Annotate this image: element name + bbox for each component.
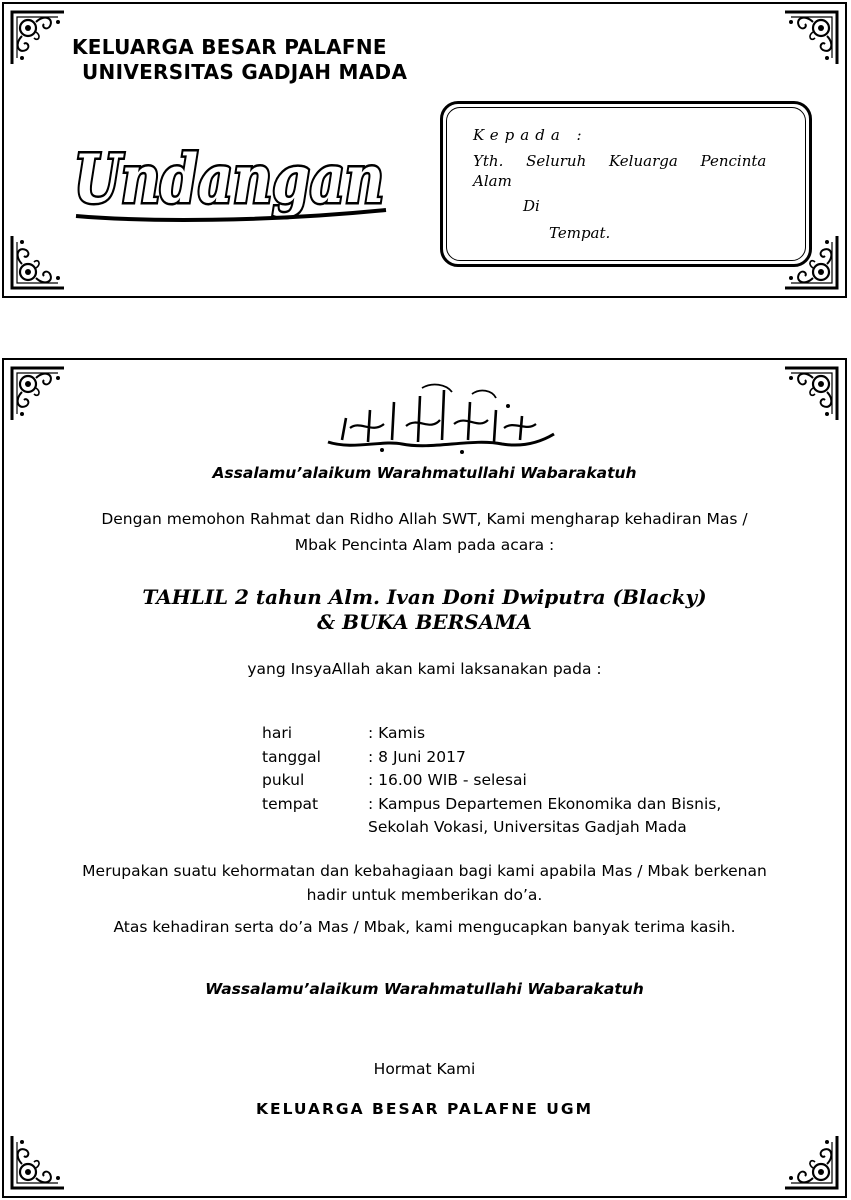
invitation-letter [2, 358, 847, 1198]
schedule-intro: yang InsyaAllah akan kami laksanakan pada : [247, 660, 602, 678]
closing-line-1: Merupakan suatu kehormatan dan kebahagiaan bagi kami apabila Mas / Mbak berkenan [82, 862, 767, 880]
signature: KELUARGA BESAR PALAFNE UGM [255, 1100, 594, 1118]
intro-line-1: Dengan memohon Rahmat dan Ridho Allah SWT, Kami mengharap kehadiran Mas / [101, 510, 748, 528]
event-details [262, 722, 721, 840]
detail-row [262, 722, 721, 746]
closing-line-2: hadir untuk memberikan do’a. [306, 886, 543, 904]
regards: Hormat Kami [373, 1060, 476, 1078]
event-title-line-2: & BUKA BERSAMA [317, 610, 532, 634]
corner-ornament-icon [781, 1132, 841, 1192]
bismillah-calligraphy-icon [322, 380, 558, 456]
detail-row [262, 769, 721, 793]
detail-value-continuation: Sekolah Vokasi, Universitas Gadjah Mada [368, 818, 687, 836]
undangan-logo [66, 124, 396, 224]
thanks-line: Atas kehadiran serta do’a Mas / Mbak, kami mengucapkan banyak terima kasih. [113, 918, 736, 936]
detail-value: : Kampus Departemen Ekonomika dan Bisnis, [368, 794, 722, 813]
detail-row [262, 793, 721, 817]
address-recipient: Yth. Seluruh Keluarga Pencinta [473, 152, 767, 170]
detail-row [262, 746, 721, 770]
detail-label: tempat [262, 794, 319, 813]
corner-ornament-icon [8, 8, 68, 68]
detail-value: : 8 Juni 2017 [368, 747, 466, 766]
detail-label: hari [262, 724, 293, 742]
closing-greeting: Wassalamu’alaikum Warahmatullahi Wabarakatuh [205, 980, 644, 998]
address-kepada: Kepada : [473, 126, 588, 144]
opening-greeting: Assalamu’alaikum Warahmatullahi Wabarakatuh [212, 464, 637, 482]
corner-ornament-icon [781, 364, 841, 424]
corner-ornament-icon [8, 232, 68, 292]
corner-ornament-icon [8, 364, 68, 424]
intro-line-2: Mbak Pencinta Alam pada acara : [294, 536, 555, 554]
address-di: Di [523, 197, 540, 215]
detail-label: pukul [262, 771, 305, 789]
address-recipient-cont: Alam [473, 172, 512, 190]
corner-ornament-icon [781, 8, 841, 68]
detail-value: : Kamis [368, 724, 426, 742]
envelope-card [2, 2, 847, 298]
detail-label: tanggal [262, 747, 321, 766]
detail-value: : 16.00 WIB - selesai [368, 771, 527, 789]
corner-ornament-icon [8, 1132, 68, 1192]
sender-line-2: UNIVERSITAS GADJAH MADA [82, 60, 408, 84]
event-title-line-1: TAHLIL 2 tahun Alm. Ivan Doni Dwiputra (Blacky) [142, 585, 707, 609]
undangan-logo-text: Undangan [74, 140, 384, 218]
address-box [440, 101, 812, 267]
address-tempat: Tempat. [549, 224, 611, 242]
sender-line-1: KELUARGA BESAR PALAFNE [72, 35, 387, 59]
